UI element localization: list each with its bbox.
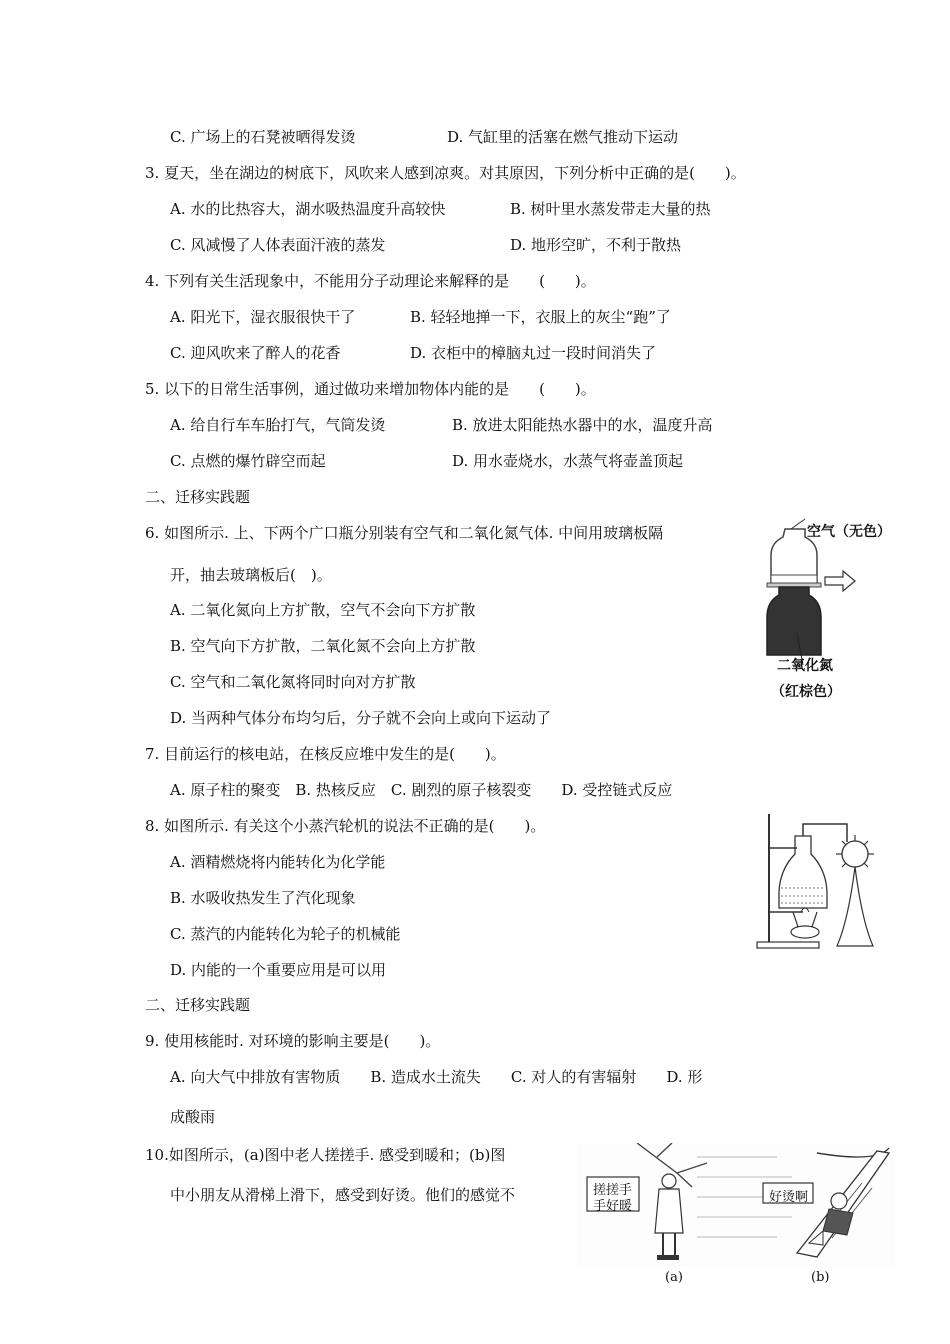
q3-option-d: D. 地形空旷，不利于散热 xyxy=(510,236,682,254)
q5-option-a: A. 给自行车车胎打气，气筒发烫 xyxy=(170,416,386,434)
q3-option-b: B. 树叶里水蒸发带走大量的热 xyxy=(510,200,711,218)
q8-option-b: B. 水吸收热发生了汽化现象 xyxy=(170,889,356,907)
question-5: 5. 以下的日常生活事例，通过做功来增加物体内能的是 ( )。 xyxy=(145,380,596,398)
bubble-a-line2: 手好暖 xyxy=(593,1199,633,1214)
q9-options-cont: 成酸雨 xyxy=(170,1108,216,1126)
q8-option-a: A. 酒精燃烧将内能转化为化学能 xyxy=(170,853,386,871)
q2-option-d: D. 气缸里的活塞在燃气推动下运动 xyxy=(447,128,679,146)
question-4: 4. 下列有关生活现象中，不能用分子动理论来解释的是 ( )。 xyxy=(145,272,596,290)
section-heading-2: 二、迁移实践题 xyxy=(145,996,251,1014)
gas-bottles-illustration xyxy=(755,515,905,705)
q3-option-c: C. 风减慢了人体表面汗液的蒸发 xyxy=(170,236,386,254)
q6-option-d: D. 当两种气体分布均匀后，分子就不会向上或向下运动了 xyxy=(170,709,552,727)
no2-label: 二氧化氮 xyxy=(777,658,833,674)
question-6-cont: 开，抽去玻璃板后( )。 xyxy=(170,566,332,584)
question-10: 10.如图所示，(a)图中老人搓搓手. 感受到暖和；(b)图 xyxy=(145,1146,506,1164)
no2-color-label: （红棕色） xyxy=(771,684,841,700)
air-label: 空气（无色） xyxy=(807,524,891,540)
question-8: 8. 如图所示. 有关这个小蒸汽轮机的说法不正确的是( )。 xyxy=(145,817,546,835)
q2-option-c: C. 广场上的石凳被晒得发烫 xyxy=(170,128,356,146)
caption-b: (b) xyxy=(811,1270,830,1285)
question-10-cont: 中小朋友从滑梯上滑下，感受到好烫。他们的感觉不 xyxy=(170,1186,516,1204)
q5-option-b: B. 放进太阳能热水器中的水，温度升高 xyxy=(452,416,713,434)
q4-option-b: B. 轻轻地掸一下，衣服上的灰尘“跑”了 xyxy=(410,308,671,326)
q4-option-c: C. 迎风吹来了醉人的花香 xyxy=(170,344,341,362)
q6-option-b: B. 空气向下方扩散，二氧化氮不会向上方扩散 xyxy=(170,637,476,655)
q9-options: A. 向大气中排放有害物质 B. 造成水土流失 C. 对人的有害辐射 D. 形 xyxy=(170,1068,703,1086)
section-heading-1: 二、迁移实践题 xyxy=(145,488,251,506)
caption-a: (a) xyxy=(665,1270,683,1285)
q6-option-c: C. 空气和二氧化氮将同时向对方扩散 xyxy=(170,673,416,691)
steam-turbine-illustration xyxy=(755,808,880,953)
bubble-a-line1: 搓搓手 xyxy=(593,1183,633,1198)
hands-slide-figure xyxy=(577,1143,895,1288)
q5-option-c: C. 点燃的爆竹辟空而起 xyxy=(170,452,326,470)
q3-option-a: A. 水的比热容大，湖水吸热温度升高较快 xyxy=(170,200,446,218)
q4-option-d: D. 衣柜中的樟脑丸过一段时间消失了 xyxy=(410,344,657,362)
q5-option-d: D. 用水壶烧水，水蒸气将壶盖顶起 xyxy=(452,452,684,470)
question-6: 6. 如图所示. 上、下两个广口瓶分别装有空气和二氧化氮气体. 中间用玻璃板隔 xyxy=(145,524,664,542)
bubble-b: 好烫啊 xyxy=(769,1190,809,1205)
gas-diffusion-figure xyxy=(755,515,905,705)
q8-option-c: C. 蒸汽的内能转化为轮子的机械能 xyxy=(170,925,401,943)
q6-option-a: A. 二氧化氮向上方扩散，空气不会向下方扩散 xyxy=(170,601,476,619)
q4-option-a: A. 阳光下，湿衣服很快干了 xyxy=(170,308,356,326)
question-3: 3. 夏天，坐在湖边的树底下，风吹来人感到凉爽。对其原因，下列分析中正确的是( )。 xyxy=(145,164,746,182)
q8-option-d: D. 内能的一个重要应用是可以用 xyxy=(170,961,387,979)
question-9: 9. 使用核能时. 对环境的影响主要是( )。 xyxy=(145,1032,441,1050)
question-7: 7. 目前运行的核电站，在核反应堆中发生的是( )。 xyxy=(145,745,506,763)
steam-turbine-figure xyxy=(755,808,880,953)
q7-options: A. 原子柱的聚变 B. 热核反应 C. 剧烈的原子核裂变 D. 受控链式反应 xyxy=(170,781,673,799)
